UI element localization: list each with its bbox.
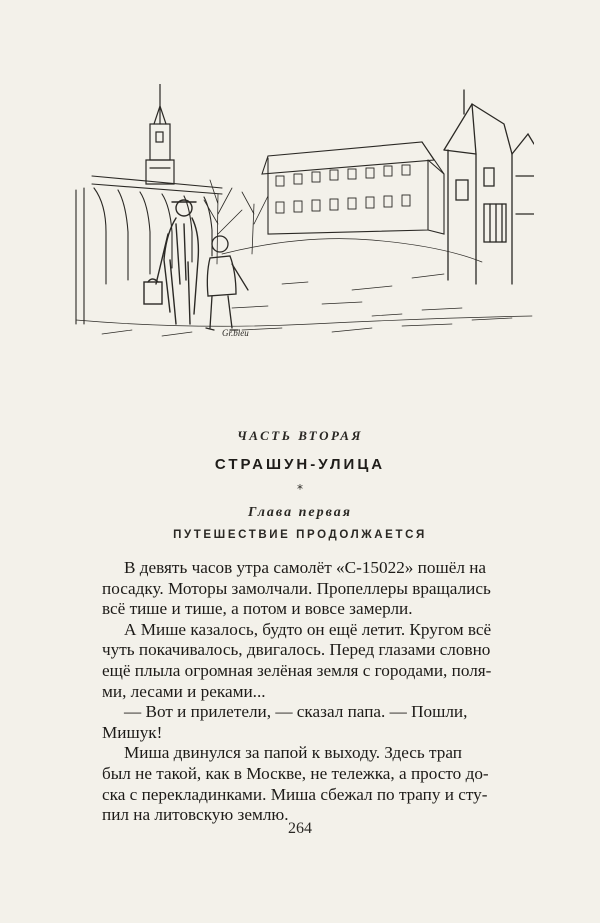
text-line: В девять часов утра самолёт «С-15022» пошёл на <box>124 558 487 577</box>
page-number: 264 <box>288 820 312 837</box>
artist-signature: Gr.bleu <box>222 328 249 338</box>
section-title: СТРАШУН-УЛИЦА <box>214 456 386 473</box>
text-line: Миша двинулся за папой к выходу. Здесь трап <box>124 743 462 763</box>
street-scene-illustration <box>72 84 534 346</box>
text-line: А Мише казалось, будто он ещё летит. Кругом всё <box>124 619 492 639</box>
text-line: ещё плыла огромная зелёная земля с городами, поля- <box>102 660 492 680</box>
text-line: Мишук! <box>102 722 163 742</box>
part-title: ЧАСТЬ ВТОРАЯ <box>237 428 363 443</box>
text-line: — Вот и прилетели, — сказал папа. — Пошли, <box>124 702 468 722</box>
text-line: всё тише и тише, а потом и вовсе замерли. <box>102 599 413 619</box>
text-line: чуть покачивалось, двигалось. Перед глазами словно <box>102 640 491 660</box>
text-line: ми, лесами и реками... <box>102 681 266 701</box>
text-line: был не такой, как в Москве, не тележка, а просто до- <box>102 763 489 783</box>
text-line: пил на литовскую землю. <box>102 805 289 825</box>
chapter-title: ПУТЕШЕСТВИЕ ПРОДОЛЖАЕТСЯ <box>173 529 427 541</box>
chapter-body-text <box>102 558 512 826</box>
chapter-label: Глава первая <box>248 505 352 520</box>
text-line: посадку. Моторы замолчали. Пропеллеры вращались <box>102 578 491 598</box>
ornament-asterisk: * <box>297 482 303 496</box>
text-line: ска с перекладинками. Миша сбежал по трапу и сту- <box>102 784 488 804</box>
